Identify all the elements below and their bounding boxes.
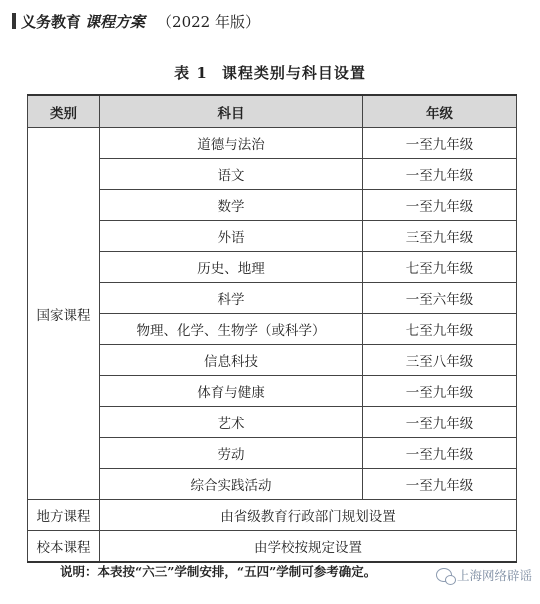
table-row <box>28 128 517 159</box>
grades-cell: 三至八年级 <box>363 345 517 376</box>
grades-cell: 一至九年级 <box>363 190 517 221</box>
grades-cell: 一至九年级 <box>363 407 517 438</box>
category-cell-national: 国家课程 <box>28 128 100 500</box>
table-note: 说明：本表按“六三”学制安排，“五四”学制可参考确定。 <box>60 564 377 579</box>
table-row <box>28 438 517 469</box>
subject-cell: 劳动 <box>100 438 363 469</box>
grades-cell: 一至九年级 <box>363 469 517 500</box>
grades-cell: 一至九年级 <box>363 159 517 190</box>
grades-cell: 七至九年级 <box>363 252 517 283</box>
table-title: 课程类别与科目设置 <box>221 64 366 82</box>
page-header <box>12 10 260 32</box>
table-row <box>28 159 517 190</box>
table-row <box>28 531 517 563</box>
subject-cell: 信息科技 <box>100 345 363 376</box>
subject-cell: 历史、地理 <box>100 252 363 283</box>
school-course-note: 由学校按规定设置 <box>100 531 517 563</box>
subject-cell: 道德与法治 <box>100 128 363 159</box>
subject-cell: 综合实践活动 <box>100 469 363 500</box>
grades-cell: 一至九年级 <box>363 438 517 469</box>
table-number: 表 1 <box>174 64 208 82</box>
column-header-category: 类别 <box>28 95 100 128</box>
watermark-text: 上海网络辟谣 <box>456 568 532 583</box>
column-header-grades: 年级 <box>363 95 517 128</box>
subject-cell: 数学 <box>100 190 363 221</box>
grades-cell: 一至六年级 <box>363 283 517 314</box>
table-row <box>28 252 517 283</box>
header-series: 义务教育 <box>21 12 82 31</box>
header-subtitle: 课程方案 <box>85 12 146 31</box>
grades-cell: 一至九年级 <box>363 376 517 407</box>
wechat-icon <box>436 568 452 582</box>
grades-cell: 三至九年级 <box>363 221 517 252</box>
subject-cell: 物理、化学、生物学（或科学） <box>100 314 363 345</box>
curriculum-table <box>27 94 517 563</box>
table-caption <box>0 62 540 83</box>
subject-cell: 科学 <box>100 283 363 314</box>
subject-cell: 语文 <box>100 159 363 190</box>
table-row <box>28 314 517 345</box>
category-cell-local: 地方课程 <box>28 500 100 531</box>
local-course-note: 由省级教育行政部门规划设置 <box>100 500 517 531</box>
header-edition: （2022 年版） <box>157 12 260 31</box>
watermark <box>436 566 532 584</box>
table-row <box>28 190 517 221</box>
table-row <box>28 283 517 314</box>
subject-cell: 外语 <box>100 221 363 252</box>
header-bar-icon <box>12 13 16 29</box>
table-row <box>28 376 517 407</box>
table-row <box>28 345 517 376</box>
subject-cell: 艺术 <box>100 407 363 438</box>
column-header-subject: 科目 <box>100 95 363 128</box>
table-row <box>28 469 517 500</box>
subject-cell: 体育与健康 <box>100 376 363 407</box>
table-header-row <box>28 95 517 128</box>
grades-cell: 一至九年级 <box>363 128 517 159</box>
table-row <box>28 221 517 252</box>
table-row <box>28 407 517 438</box>
grades-cell: 七至九年级 <box>363 314 517 345</box>
category-cell-school: 校本课程 <box>28 531 100 563</box>
table-row <box>28 500 517 531</box>
